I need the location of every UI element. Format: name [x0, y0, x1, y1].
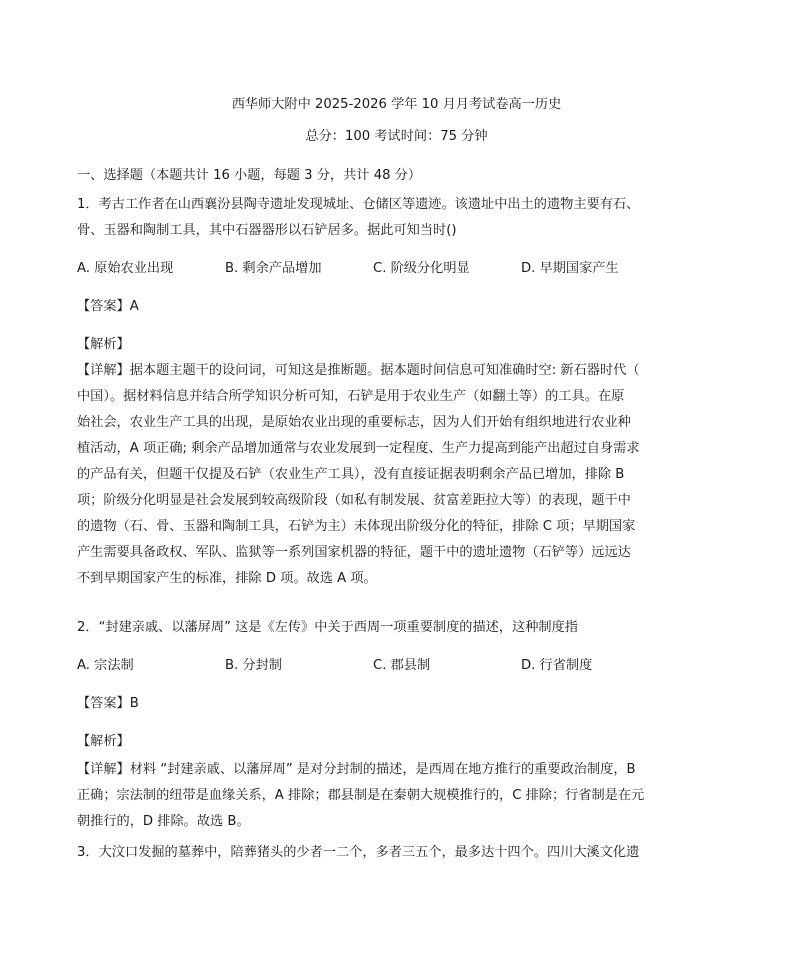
exam-subtitle: 总分：100 考试时间：75 分钟 [305, 129, 488, 144]
question-1-detail-line: 【详解】据本题主题干的设问词，可知这是推断题。据本题时间信息可知准确时空: 新石器时代（ [77, 363, 640, 378]
question-1-option-c: C. 阶级分化明显 [373, 261, 470, 276]
question-2-detail-line: 正确；宗法制的纽带是血缘关系，A 排除；郡县制是在秦朝大规模推行的，C 排除；行省制是在元 [77, 788, 645, 803]
question-1-option-d: D. 早期国家产生 [521, 261, 619, 276]
question-1-detail-line: 不到早期国家产生的标准，排除 D 项。故选 A 项。 [77, 571, 377, 586]
question-1-detail-line: 项；阶级分化明显是社会发展到较高级阶段（如私有制发展、贫富差距拉大等）的表现，题干中 [77, 493, 631, 508]
question-1-detail-line: 中国）。据材料信息并结合所学知识分析可知，石铲是用于农业生产（如翻土等）的工具。在原 [77, 389, 625, 404]
question-2-option-d: D. 行省制度 [521, 658, 593, 673]
question-1-detail-line: 始社会，农业生产工具的出现，是原始农业出现的重要标志，因为人们开始有组织地进行农业种 [77, 415, 631, 430]
question-1-detail-line: 的遗物（石、骨、玉器和陶制工具，石铲为主）未体现出阶级分化的特征，排除 C 项；早期国家 [77, 519, 636, 534]
question-3-stem-line: 3．大汶口发掘的墓葬中，陪葬猪头的少者一二个，多者三五个，最多达十四个。四川大溪文化遗 [77, 845, 640, 860]
question-2-analysis-heading: 【解析】 [77, 734, 130, 749]
question-2-option-a: A. 宗法制 [77, 658, 134, 673]
question-2-detail-line: 朝推行的，D 排除。故选 B。 [77, 814, 250, 829]
question-1-detail-line: 植活动，A 项正确; 剩余产品增加通常与农业发展到一定程度、生产力提高到能产出超过自身需求 [77, 441, 640, 456]
section-heading: 一、选择题（本题共计 16 小题，每题 3 分，共计 48 分） [77, 168, 422, 183]
question-2-option-b: B. 分封制 [225, 658, 282, 673]
question-1-stem-line: 骨、玉器和陶制工具，其中石器器形以石铲居多。据此可知当时() [77, 223, 457, 238]
exam-title: 西华师大附中 2025-2026 学年 10 月月考试卷高一历史 [231, 97, 562, 112]
question-1-detail-line: 产生需要具备政权、军队、监狱等一系列国家机器的特征，题干中的遗址遗物（石铲等）远远达 [77, 545, 631, 560]
question-2-stem-line: 2．“封建亲戚、以藩屏周” 这是《左传》中关于西周一项重要制度的描述，这种制度指 [77, 620, 578, 635]
question-1-option-a: A. 原始农业出现 [77, 261, 174, 276]
question-1-detail-line: 的产品有关，但题干仅提及石铲（农业生产工具），没有直接证据表明剩余产品已增加，排除 B [77, 467, 625, 482]
question-2-option-c: C. 郡县制 [373, 658, 431, 673]
question-1-analysis-heading: 【解析】 [77, 337, 130, 352]
question-1-answer: 【答案】A [77, 299, 139, 314]
question-1-option-b: B. 剩余产品增加 [225, 261, 322, 276]
question-2-detail-line: 【详解】材料 “封建亲戚、以藩屏周” 是对分封制的描述，是西周在地方推行的重要政治制度，B [77, 762, 636, 777]
question-1-stem-line: 1．考古工作者在山西襄汾县陶寺遗址发现城址、仓储区等遗迹。该遗址中出土的遗物主要有石、 [77, 197, 640, 212]
question-2-answer: 【答案】B [77, 696, 139, 711]
